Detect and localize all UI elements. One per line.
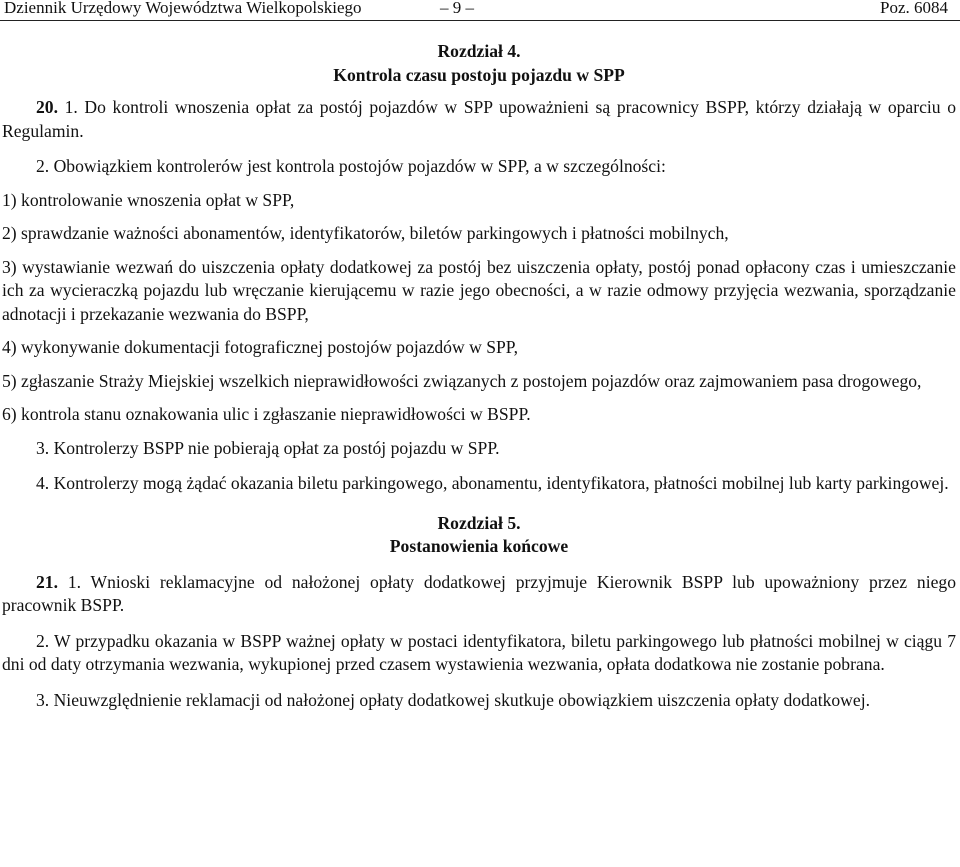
chapter-4-title: Kontrola czasu postoju pojazdu w SPP (333, 64, 625, 85)
chapter-5-title: Postanowienia końcowe (389, 536, 569, 556)
list-item-4: 4) wykonywanie dokumentacji fotograficznej postojów pojazdów w SPP, (2, 337, 518, 357)
paragraph-20-2: 2. Obowiązkiem kontrolerów jest kontrola postojów pojazdów w SPP, a w szczególności: (36, 156, 666, 176)
paragraph-20-number: 20. (36, 97, 58, 117)
page-header (0, 0, 960, 21)
position-number: Poz. 6084 (880, 0, 948, 17)
list-item-6: 6) kontrola stanu oznakowania ulic i zgłaszanie nieprawidłowości w BSPP. (2, 404, 531, 424)
list-item-2: 2) sprawdzanie ważności abonamentów, identyfikatorów, biletów parkingowych i płatności mobilnych, (2, 223, 729, 243)
paragraph-20-3: 3. Kontrolerzy BSPP nie pobierają opłat za postój pojazdu w SPP. (36, 437, 500, 458)
paragraph-20-1-text: 1. Do kontroli wnoszenia opłat za postój pojazdów w SPP upoważnieni są pracownicy BSPP, którzy działają w oparciu o Regulamin. (2, 97, 956, 141)
publication-title: Dziennik Urzędowy Województwa Wielkopolskiego (4, 0, 362, 17)
chapter-5-number: Rozdział 5. (437, 512, 521, 533)
list-item-3: 3) wystawianie wezwań do uiszczenia opłaty dodatkowej za postój bez uiszczenia opłaty, postój ponad opłacony czas i umieszczanie ich za wycieraczką pojazdu lub wręczanie kierującemu w razie jego obecności, a w razie odmowy przyjęcia wezwania, sporządzanie adnotacji i przekazanie wezwania do BSPP, (2, 256, 956, 324)
paragraph-21-2: 2. W przypadku okazania w BSPP ważnej opłaty w postaci identyfikatora, biletu parkingowego lub płatności mobilnej w ciągu 7 dni od daty otrzymania wezwania, wykupionej przed czasem wystawienia wezwania, opłata dodatkowa nie zostanie pobrana. (2, 630, 956, 674)
document-body (0, 40, 960, 712)
paragraph-21-1-text: 1. Wnioski reklamacyjne od nałożonej opłaty dodatkowej przyjmuje Kierownik BSPP lub upoważniony przez niego pracownik BSPP. (2, 571, 956, 615)
paragraph-21-3: 3. Nieuwzględnienie reklamacji od nałożonej opłaty dodatkowej skutkuje obowiązkiem uiszczenia opłaty dodatkowej. (36, 689, 870, 710)
paragraph-21-1 (2, 571, 956, 618)
chapter-4-number: Rozdział 4. (437, 41, 521, 61)
paragraph-21-number: 21. (36, 571, 58, 592)
paragraph-20-1 (2, 96, 956, 143)
list-item-5: 5) zgłaszanie Straży Miejskiej wszelkich nieprawidłowości związanych z postojem pojazdów oraz zajmowaniem pasa drogowego, (2, 370, 922, 391)
page-number: – 9 – (440, 0, 474, 17)
list-item-1: 1) kontrolowanie wnoszenia opłat w SPP, (2, 189, 295, 210)
paragraph-20-4: 4. Kontrolerzy mogą żądać okazania biletu parkingowego, abonamentu, identyfikatora, płatności mobilnej lub karty parkingowej. (36, 473, 949, 493)
